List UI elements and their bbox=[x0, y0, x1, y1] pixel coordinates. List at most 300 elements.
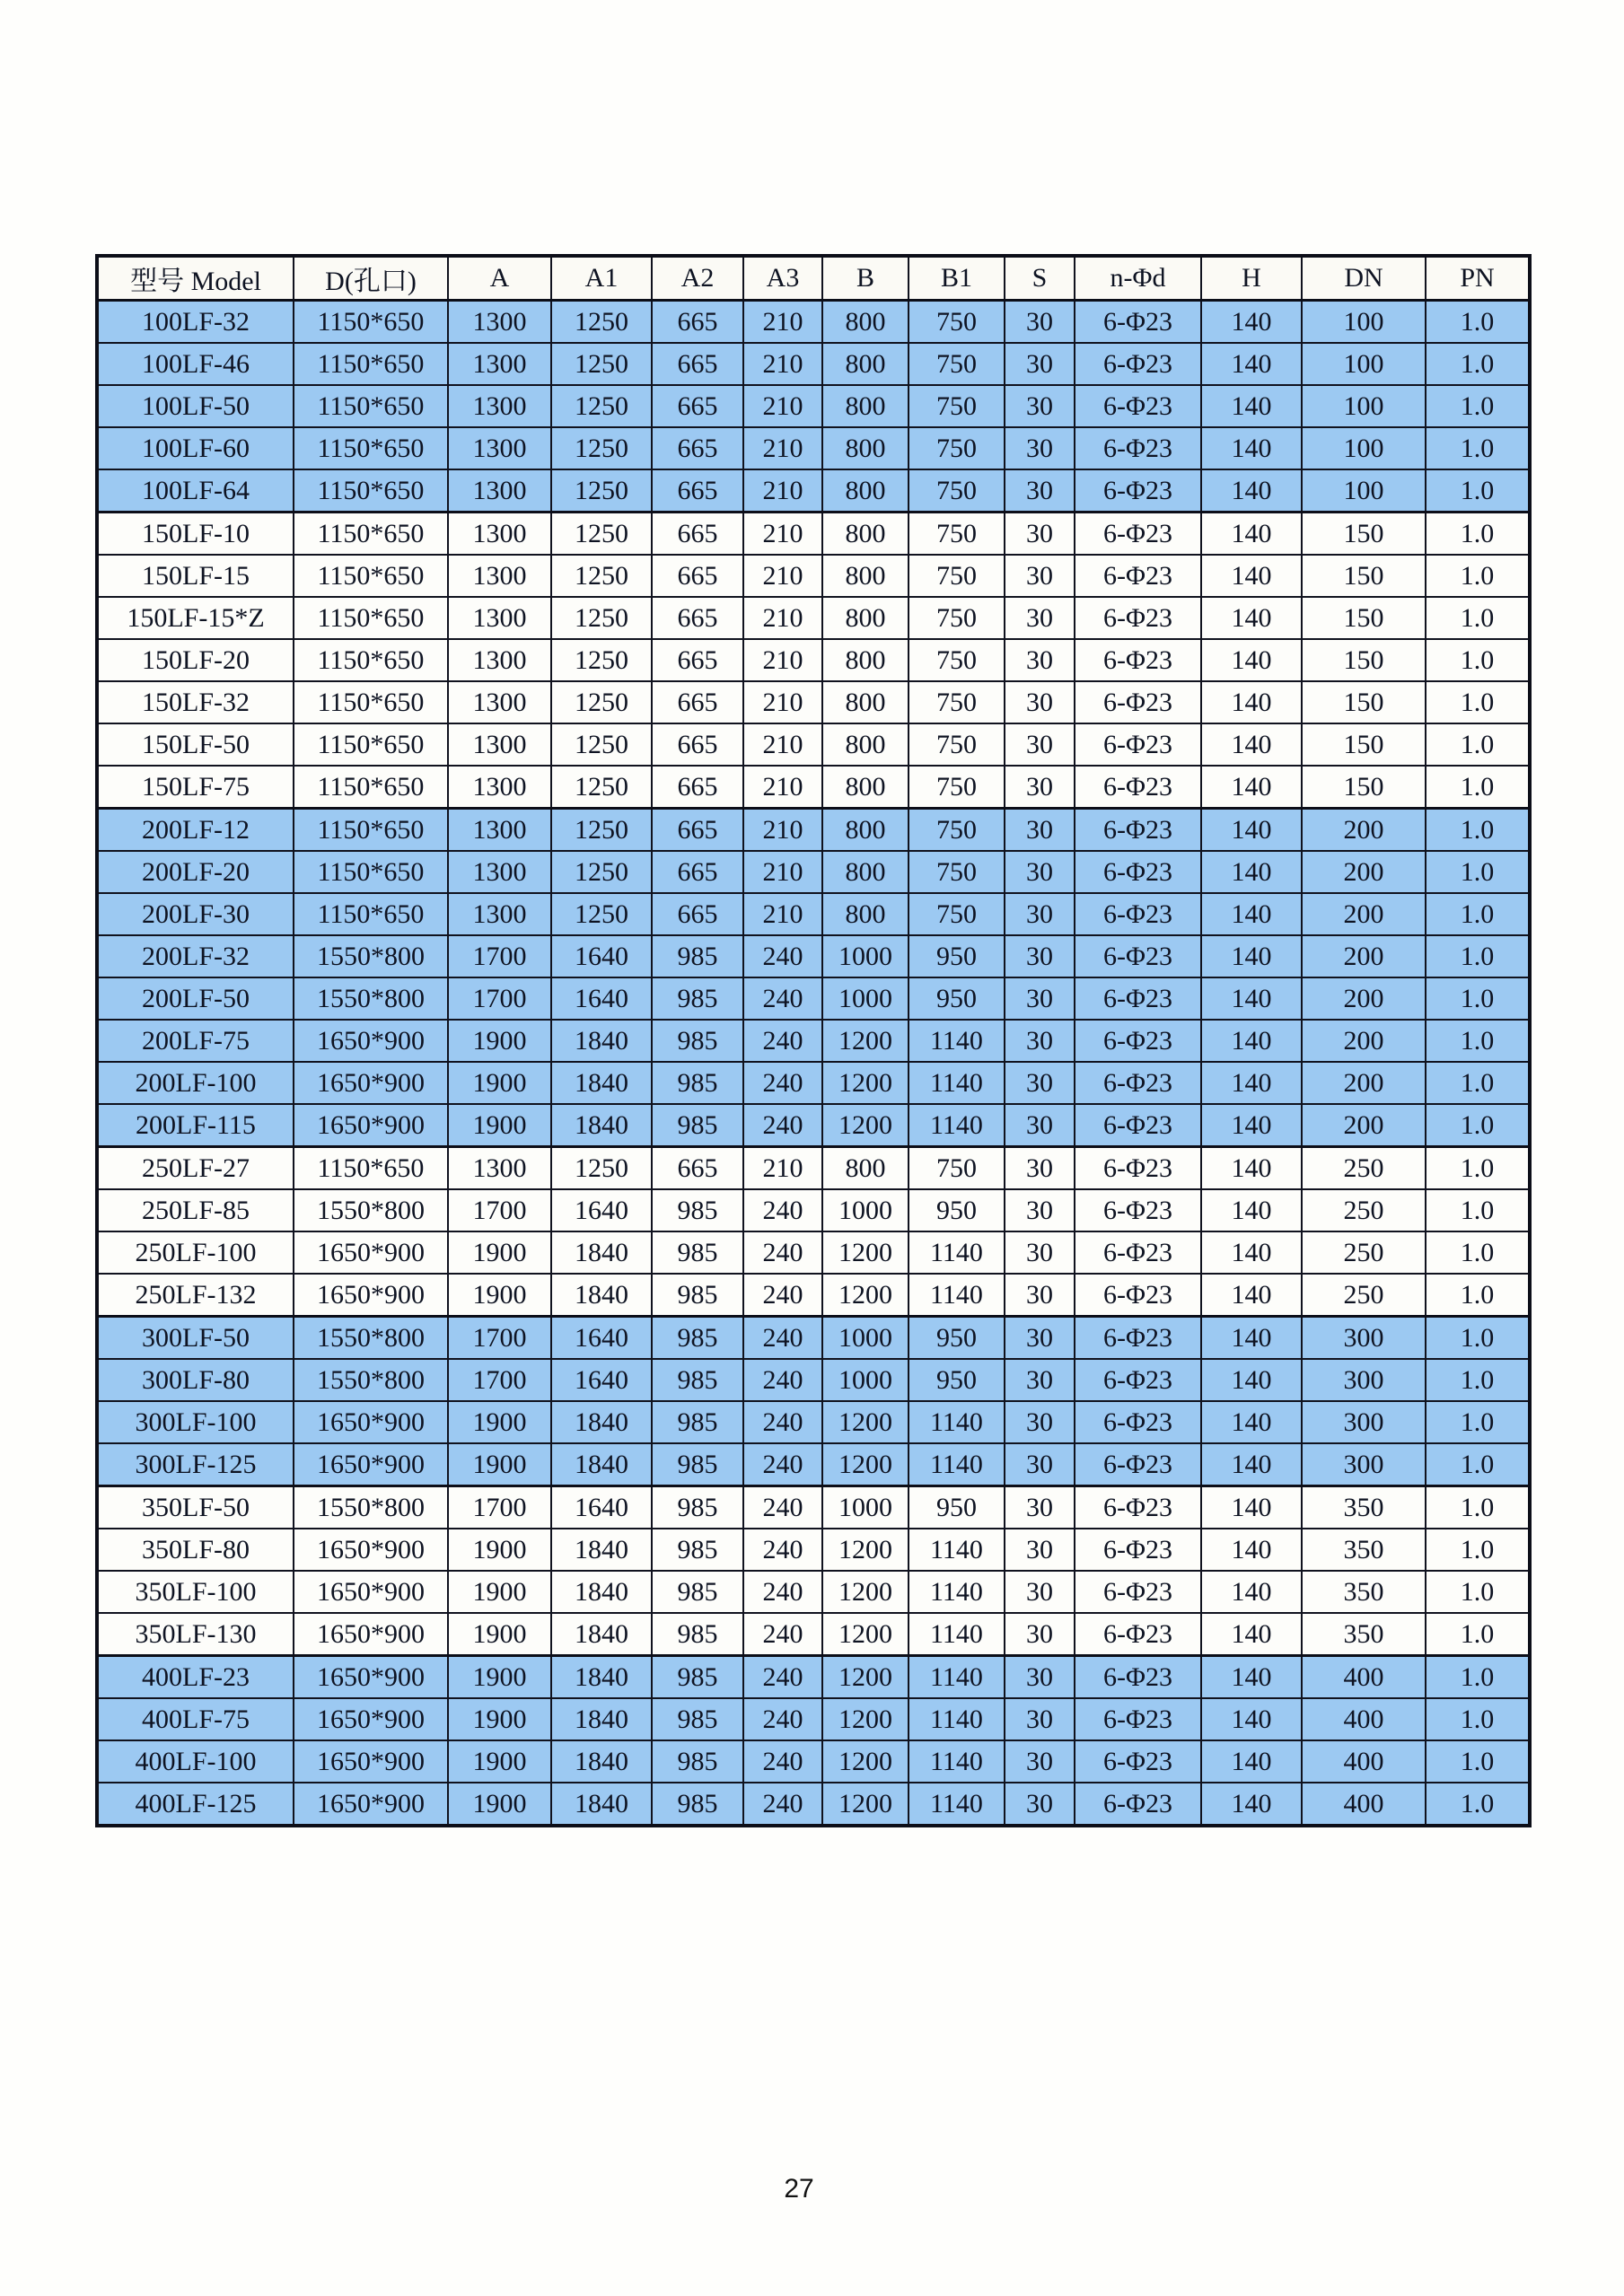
table-cell: 240 bbox=[743, 1401, 822, 1443]
table-cell: 6-Φ23 bbox=[1075, 1231, 1201, 1274]
table-cell: 6-Φ23 bbox=[1075, 597, 1201, 639]
model-cell: 350LF-100 bbox=[97, 1571, 294, 1613]
table-cell: 300 bbox=[1302, 1359, 1426, 1401]
model-cell: 400LF-75 bbox=[97, 1698, 294, 1740]
table-cell: 1700 bbox=[448, 1317, 551, 1360]
table-cell: 150 bbox=[1302, 766, 1426, 809]
table-cell: 30 bbox=[1005, 385, 1075, 427]
model-cell: 300LF-100 bbox=[97, 1401, 294, 1443]
table-cell: 1140 bbox=[909, 1613, 1005, 1656]
table-cell: 1.0 bbox=[1426, 1147, 1530, 1190]
table-cell: 30 bbox=[1005, 427, 1075, 469]
table-row bbox=[97, 1401, 1530, 1443]
table-row bbox=[97, 766, 1530, 809]
table-cell: 1.0 bbox=[1426, 469, 1530, 513]
table-header-row bbox=[97, 256, 1530, 301]
table-cell: 1.0 bbox=[1426, 1571, 1530, 1613]
table-cell: 1140 bbox=[909, 1274, 1005, 1317]
table-cell: 1.0 bbox=[1426, 301, 1530, 344]
table-cell: 140 bbox=[1201, 385, 1302, 427]
table-cell: 1550*800 bbox=[294, 1486, 448, 1529]
table-cell: 6-Φ23 bbox=[1075, 1571, 1201, 1613]
model-cell: 150LF-75 bbox=[97, 766, 294, 809]
table-cell: 240 bbox=[743, 1359, 822, 1401]
table-cell: 1.0 bbox=[1426, 1317, 1530, 1360]
table-row bbox=[97, 513, 1530, 556]
table-cell: 1900 bbox=[448, 1783, 551, 1826]
table-cell: 1200 bbox=[822, 1571, 909, 1613]
table-cell: 300 bbox=[1302, 1401, 1426, 1443]
table-cell: 800 bbox=[822, 343, 909, 385]
table-cell: 200 bbox=[1302, 809, 1426, 852]
table-cell: 1300 bbox=[448, 851, 551, 893]
table-cell: 30 bbox=[1005, 1359, 1075, 1401]
table-cell: 6-Φ23 bbox=[1075, 851, 1201, 893]
table-cell: 30 bbox=[1005, 1147, 1075, 1190]
table-cell: 1700 bbox=[448, 1486, 551, 1529]
table-cell: 30 bbox=[1005, 1656, 1075, 1699]
table-cell: 210 bbox=[743, 343, 822, 385]
table-cell: 150 bbox=[1302, 597, 1426, 639]
table-cell: 985 bbox=[652, 1104, 743, 1147]
table-cell: 6-Φ23 bbox=[1075, 1062, 1201, 1104]
table-cell: 6-Φ23 bbox=[1075, 639, 1201, 681]
table-cell: 150 bbox=[1302, 681, 1426, 723]
table-cell: 1200 bbox=[822, 1401, 909, 1443]
table-cell: 750 bbox=[909, 681, 1005, 723]
table-cell: 1.0 bbox=[1426, 681, 1530, 723]
table-cell: 1.0 bbox=[1426, 935, 1530, 977]
table-cell: 150 bbox=[1302, 513, 1426, 556]
table-cell: 1200 bbox=[822, 1783, 909, 1826]
table-row bbox=[97, 1062, 1530, 1104]
table-cell: 30 bbox=[1005, 766, 1075, 809]
table-cell: 100 bbox=[1302, 343, 1426, 385]
table-cell: 210 bbox=[743, 427, 822, 469]
table-cell: 1900 bbox=[448, 1656, 551, 1699]
table-cell: 210 bbox=[743, 639, 822, 681]
table-cell: 30 bbox=[1005, 343, 1075, 385]
model-cell: 250LF-132 bbox=[97, 1274, 294, 1317]
table-cell: 1650*900 bbox=[294, 1443, 448, 1486]
table-cell: 350 bbox=[1302, 1529, 1426, 1571]
table-cell: 1.0 bbox=[1426, 1613, 1530, 1656]
table-cell: 800 bbox=[822, 639, 909, 681]
table-cell: 1200 bbox=[822, 1062, 909, 1104]
table-cell: 985 bbox=[652, 935, 743, 977]
table-cell: 1840 bbox=[551, 1231, 652, 1274]
column-header: B1 bbox=[909, 256, 1005, 301]
table-row bbox=[97, 1104, 1530, 1147]
table-cell: 1300 bbox=[448, 809, 551, 852]
table-cell: 985 bbox=[652, 1740, 743, 1783]
model-cell: 350LF-50 bbox=[97, 1486, 294, 1529]
table-cell: 100 bbox=[1302, 301, 1426, 344]
table-row bbox=[97, 301, 1530, 344]
model-cell: 300LF-80 bbox=[97, 1359, 294, 1401]
table-cell: 6-Φ23 bbox=[1075, 1274, 1201, 1317]
table-row bbox=[97, 893, 1530, 935]
table-cell: 350 bbox=[1302, 1613, 1426, 1656]
table-cell: 1140 bbox=[909, 1231, 1005, 1274]
table-cell: 1650*900 bbox=[294, 1231, 448, 1274]
table-cell: 1.0 bbox=[1426, 766, 1530, 809]
table-cell: 210 bbox=[743, 469, 822, 513]
table-cell: 1000 bbox=[822, 977, 909, 1020]
table-cell: 1700 bbox=[448, 977, 551, 1020]
model-cell: 350LF-80 bbox=[97, 1529, 294, 1571]
table-cell: 1900 bbox=[448, 1740, 551, 1783]
model-cell: 400LF-125 bbox=[97, 1783, 294, 1826]
table-row bbox=[97, 1656, 1530, 1699]
table-cell: 1140 bbox=[909, 1783, 1005, 1826]
table-cell: 1200 bbox=[822, 1529, 909, 1571]
table-cell: 6-Φ23 bbox=[1075, 723, 1201, 766]
table-cell: 1840 bbox=[551, 1104, 652, 1147]
table-cell: 1650*900 bbox=[294, 1401, 448, 1443]
table-cell: 1250 bbox=[551, 597, 652, 639]
table-cell: 665 bbox=[652, 385, 743, 427]
table-cell: 6-Φ23 bbox=[1075, 1104, 1201, 1147]
table-cell: 750 bbox=[909, 513, 1005, 556]
table-cell: 1150*650 bbox=[294, 639, 448, 681]
table-cell: 1700 bbox=[448, 935, 551, 977]
table-cell: 400 bbox=[1302, 1783, 1426, 1826]
table-cell: 140 bbox=[1201, 301, 1302, 344]
table-cell: 750 bbox=[909, 469, 1005, 513]
table-cell: 750 bbox=[909, 343, 1005, 385]
table-cell: 140 bbox=[1201, 681, 1302, 723]
table-cell: 1000 bbox=[822, 1189, 909, 1231]
table-cell: 800 bbox=[822, 723, 909, 766]
table-cell: 30 bbox=[1005, 1401, 1075, 1443]
model-cell: 200LF-100 bbox=[97, 1062, 294, 1104]
model-cell: 150LF-15 bbox=[97, 555, 294, 597]
table-cell: 1840 bbox=[551, 1740, 652, 1783]
model-cell: 200LF-32 bbox=[97, 935, 294, 977]
table-cell: 30 bbox=[1005, 513, 1075, 556]
table-cell: 210 bbox=[743, 809, 822, 852]
table-cell: 240 bbox=[743, 935, 822, 977]
model-cell: 300LF-125 bbox=[97, 1443, 294, 1486]
table-cell: 1640 bbox=[551, 1317, 652, 1360]
table-cell: 950 bbox=[909, 1486, 1005, 1529]
table-cell: 6-Φ23 bbox=[1075, 893, 1201, 935]
table-cell: 140 bbox=[1201, 1783, 1302, 1826]
table-cell: 950 bbox=[909, 1359, 1005, 1401]
table-cell: 750 bbox=[909, 809, 1005, 852]
table-cell: 985 bbox=[652, 1401, 743, 1443]
table-cell: 1.0 bbox=[1426, 893, 1530, 935]
table-cell: 1300 bbox=[448, 343, 551, 385]
table-cell: 1300 bbox=[448, 385, 551, 427]
table-cell: 800 bbox=[822, 301, 909, 344]
table-cell: 1140 bbox=[909, 1656, 1005, 1699]
table-cell: 1300 bbox=[448, 513, 551, 556]
table-cell: 1650*900 bbox=[294, 1571, 448, 1613]
table-cell: 6-Φ23 bbox=[1075, 385, 1201, 427]
table-cell: 1900 bbox=[448, 1062, 551, 1104]
table-cell: 140 bbox=[1201, 343, 1302, 385]
table-cell: 950 bbox=[909, 1189, 1005, 1231]
table-cell: 1150*650 bbox=[294, 385, 448, 427]
table-cell: 1300 bbox=[448, 1147, 551, 1190]
table-cell: 200 bbox=[1302, 1104, 1426, 1147]
table-cell: 665 bbox=[652, 766, 743, 809]
table-cell: 985 bbox=[652, 1529, 743, 1571]
table-cell: 350 bbox=[1302, 1486, 1426, 1529]
table-cell: 665 bbox=[652, 597, 743, 639]
table-cell: 1300 bbox=[448, 427, 551, 469]
table-cell: 1550*800 bbox=[294, 1359, 448, 1401]
column-header: A bbox=[448, 256, 551, 301]
table-cell: 140 bbox=[1201, 1613, 1302, 1656]
table-cell: 1.0 bbox=[1426, 1274, 1530, 1317]
table-cell: 30 bbox=[1005, 597, 1075, 639]
table-row bbox=[97, 597, 1530, 639]
table-cell: 1250 bbox=[551, 1147, 652, 1190]
table-cell: 1.0 bbox=[1426, 1189, 1530, 1231]
table-cell: 30 bbox=[1005, 1529, 1075, 1571]
table-cell: 30 bbox=[1005, 935, 1075, 977]
table-cell: 1300 bbox=[448, 639, 551, 681]
table-row bbox=[97, 851, 1530, 893]
table-cell: 250 bbox=[1302, 1274, 1426, 1317]
table-cell: 30 bbox=[1005, 301, 1075, 344]
table-cell: 1150*650 bbox=[294, 809, 448, 852]
table-cell: 1.0 bbox=[1426, 977, 1530, 1020]
table-cell: 200 bbox=[1302, 893, 1426, 935]
table-cell: 30 bbox=[1005, 893, 1075, 935]
table-cell: 750 bbox=[909, 639, 1005, 681]
table-cell: 140 bbox=[1201, 766, 1302, 809]
model-cell: 100LF-64 bbox=[97, 469, 294, 513]
table-cell: 985 bbox=[652, 1783, 743, 1826]
table-cell: 750 bbox=[909, 555, 1005, 597]
table-cell: 140 bbox=[1201, 1062, 1302, 1104]
table-cell: 240 bbox=[743, 1189, 822, 1231]
table-cell: 1250 bbox=[551, 851, 652, 893]
table-row bbox=[97, 427, 1530, 469]
table-cell: 1150*650 bbox=[294, 513, 448, 556]
table-cell: 1150*650 bbox=[294, 597, 448, 639]
model-cell: 400LF-100 bbox=[97, 1740, 294, 1783]
table-cell: 1900 bbox=[448, 1020, 551, 1062]
table-row bbox=[97, 1613, 1530, 1656]
table-cell: 1250 bbox=[551, 469, 652, 513]
table-cell: 140 bbox=[1201, 1486, 1302, 1529]
table-cell: 30 bbox=[1005, 1317, 1075, 1360]
table-cell: 210 bbox=[743, 681, 822, 723]
table-cell: 1700 bbox=[448, 1189, 551, 1231]
table-cell: 140 bbox=[1201, 1020, 1302, 1062]
table-cell: 1840 bbox=[551, 1529, 652, 1571]
table-cell: 1650*900 bbox=[294, 1529, 448, 1571]
model-cell: 100LF-46 bbox=[97, 343, 294, 385]
table-cell: 1300 bbox=[448, 893, 551, 935]
table-cell: 6-Φ23 bbox=[1075, 1656, 1201, 1699]
table-cell: 240 bbox=[743, 1698, 822, 1740]
table-cell: 100 bbox=[1302, 385, 1426, 427]
model-cell: 250LF-100 bbox=[97, 1231, 294, 1274]
table-cell: 1.0 bbox=[1426, 343, 1530, 385]
table-cell: 30 bbox=[1005, 1613, 1075, 1656]
table-cell: 1840 bbox=[551, 1613, 652, 1656]
table-cell: 240 bbox=[743, 1231, 822, 1274]
table-cell: 300 bbox=[1302, 1317, 1426, 1360]
table-cell: 1900 bbox=[448, 1443, 551, 1486]
table-cell: 1140 bbox=[909, 1571, 1005, 1613]
table-cell: 30 bbox=[1005, 1274, 1075, 1317]
table-cell: 1000 bbox=[822, 935, 909, 977]
table-cell: 240 bbox=[743, 1783, 822, 1826]
table-cell: 1.0 bbox=[1426, 1656, 1530, 1699]
model-cell: 150LF-10 bbox=[97, 513, 294, 556]
table-row bbox=[97, 469, 1530, 513]
table-cell: 1200 bbox=[822, 1104, 909, 1147]
model-cell: 100LF-50 bbox=[97, 385, 294, 427]
table-cell: 210 bbox=[743, 597, 822, 639]
table-cell: 150 bbox=[1302, 555, 1426, 597]
table-cell: 210 bbox=[743, 301, 822, 344]
table-cell: 665 bbox=[652, 427, 743, 469]
table-cell: 985 bbox=[652, 1189, 743, 1231]
table-cell: 1150*650 bbox=[294, 555, 448, 597]
table-cell: 240 bbox=[743, 1020, 822, 1062]
table-cell: 750 bbox=[909, 723, 1005, 766]
table-row bbox=[97, 639, 1530, 681]
table-cell: 1000 bbox=[822, 1317, 909, 1360]
table-row bbox=[97, 1317, 1530, 1360]
column-header: 型号 Model bbox=[97, 256, 294, 301]
table-cell: 6-Φ23 bbox=[1075, 1698, 1201, 1740]
table-cell: 140 bbox=[1201, 1104, 1302, 1147]
table-cell: 140 bbox=[1201, 809, 1302, 852]
table-cell: 140 bbox=[1201, 1359, 1302, 1401]
table-cell: 140 bbox=[1201, 1231, 1302, 1274]
table-cell: 1.0 bbox=[1426, 809, 1530, 852]
table-cell: 400 bbox=[1302, 1656, 1426, 1699]
table-cell: 1.0 bbox=[1426, 1443, 1530, 1486]
model-cell: 150LF-32 bbox=[97, 681, 294, 723]
table-cell: 140 bbox=[1201, 1529, 1302, 1571]
table-cell: 1.0 bbox=[1426, 555, 1530, 597]
table-cell: 1250 bbox=[551, 301, 652, 344]
table-cell: 1250 bbox=[551, 681, 652, 723]
table-cell: 250 bbox=[1302, 1231, 1426, 1274]
table-cell: 150 bbox=[1302, 723, 1426, 766]
table-cell: 1840 bbox=[551, 1274, 652, 1317]
table-row bbox=[97, 1486, 1530, 1529]
table-cell: 1200 bbox=[822, 1231, 909, 1274]
table-cell: 800 bbox=[822, 469, 909, 513]
table-cell: 6-Φ23 bbox=[1075, 1401, 1201, 1443]
model-cell: 200LF-20 bbox=[97, 851, 294, 893]
table-cell: 1900 bbox=[448, 1401, 551, 1443]
table-cell: 1640 bbox=[551, 935, 652, 977]
table-row bbox=[97, 1571, 1530, 1613]
table-row bbox=[97, 1783, 1530, 1826]
table-cell: 210 bbox=[743, 893, 822, 935]
table-cell: 30 bbox=[1005, 469, 1075, 513]
table-cell: 1250 bbox=[551, 723, 652, 766]
table-cell: 1900 bbox=[448, 1104, 551, 1147]
table-cell: 140 bbox=[1201, 1401, 1302, 1443]
table-cell: 6-Φ23 bbox=[1075, 1529, 1201, 1571]
column-header: D(孔口) bbox=[294, 256, 448, 301]
table-cell: 30 bbox=[1005, 1104, 1075, 1147]
table-cell: 750 bbox=[909, 301, 1005, 344]
table-cell: 6-Φ23 bbox=[1075, 1613, 1201, 1656]
table-row bbox=[97, 723, 1530, 766]
model-cell: 200LF-75 bbox=[97, 1020, 294, 1062]
model-cell: 100LF-60 bbox=[97, 427, 294, 469]
table-row bbox=[97, 1359, 1530, 1401]
table-cell: 1550*800 bbox=[294, 1189, 448, 1231]
table-cell: 1140 bbox=[909, 1401, 1005, 1443]
model-cell: 150LF-20 bbox=[97, 639, 294, 681]
table-cell: 1900 bbox=[448, 1529, 551, 1571]
model-cell: 200LF-30 bbox=[97, 893, 294, 935]
table-cell: 140 bbox=[1201, 1698, 1302, 1740]
table-cell: 240 bbox=[743, 1613, 822, 1656]
table-cell: 1300 bbox=[448, 597, 551, 639]
model-cell: 250LF-85 bbox=[97, 1189, 294, 1231]
table-row bbox=[97, 809, 1530, 852]
table-row bbox=[97, 1020, 1530, 1062]
table-cell: 30 bbox=[1005, 639, 1075, 681]
table-cell: 1250 bbox=[551, 809, 652, 852]
table-cell: 240 bbox=[743, 1740, 822, 1783]
table-cell: 1300 bbox=[448, 469, 551, 513]
table-cell: 1250 bbox=[551, 343, 652, 385]
table-cell: 1550*800 bbox=[294, 935, 448, 977]
table-cell: 1300 bbox=[448, 766, 551, 809]
table-cell: 1.0 bbox=[1426, 639, 1530, 681]
table-cell: 985 bbox=[652, 1656, 743, 1699]
table-cell: 950 bbox=[909, 1317, 1005, 1360]
table-cell: 1700 bbox=[448, 1359, 551, 1401]
table-cell: 30 bbox=[1005, 1740, 1075, 1783]
table-cell: 1300 bbox=[448, 723, 551, 766]
table-cell: 6-Φ23 bbox=[1075, 681, 1201, 723]
table-cell: 985 bbox=[652, 1571, 743, 1613]
table-cell: 750 bbox=[909, 1147, 1005, 1190]
table-cell: 1.0 bbox=[1426, 1401, 1530, 1443]
table-cell: 1150*650 bbox=[294, 343, 448, 385]
table-cell: 1840 bbox=[551, 1020, 652, 1062]
table-cell: 1.0 bbox=[1426, 1698, 1530, 1740]
table-cell: 1.0 bbox=[1426, 1231, 1530, 1274]
table-cell: 1.0 bbox=[1426, 1359, 1530, 1401]
model-cell: 300LF-50 bbox=[97, 1317, 294, 1360]
table-cell: 1200 bbox=[822, 1698, 909, 1740]
table-cell: 665 bbox=[652, 513, 743, 556]
table-row bbox=[97, 1231, 1530, 1274]
model-cell: 350LF-130 bbox=[97, 1613, 294, 1656]
table-cell: 665 bbox=[652, 555, 743, 597]
table-cell: 200 bbox=[1302, 1020, 1426, 1062]
table-row bbox=[97, 1529, 1530, 1571]
table-cell: 30 bbox=[1005, 1020, 1075, 1062]
table-cell: 1650*900 bbox=[294, 1783, 448, 1826]
table-cell: 1.0 bbox=[1426, 597, 1530, 639]
table-cell: 200 bbox=[1302, 1062, 1426, 1104]
table-cell: 140 bbox=[1201, 1571, 1302, 1613]
table-cell: 985 bbox=[652, 1613, 743, 1656]
model-cell: 200LF-115 bbox=[97, 1104, 294, 1147]
table-cell: 665 bbox=[652, 343, 743, 385]
